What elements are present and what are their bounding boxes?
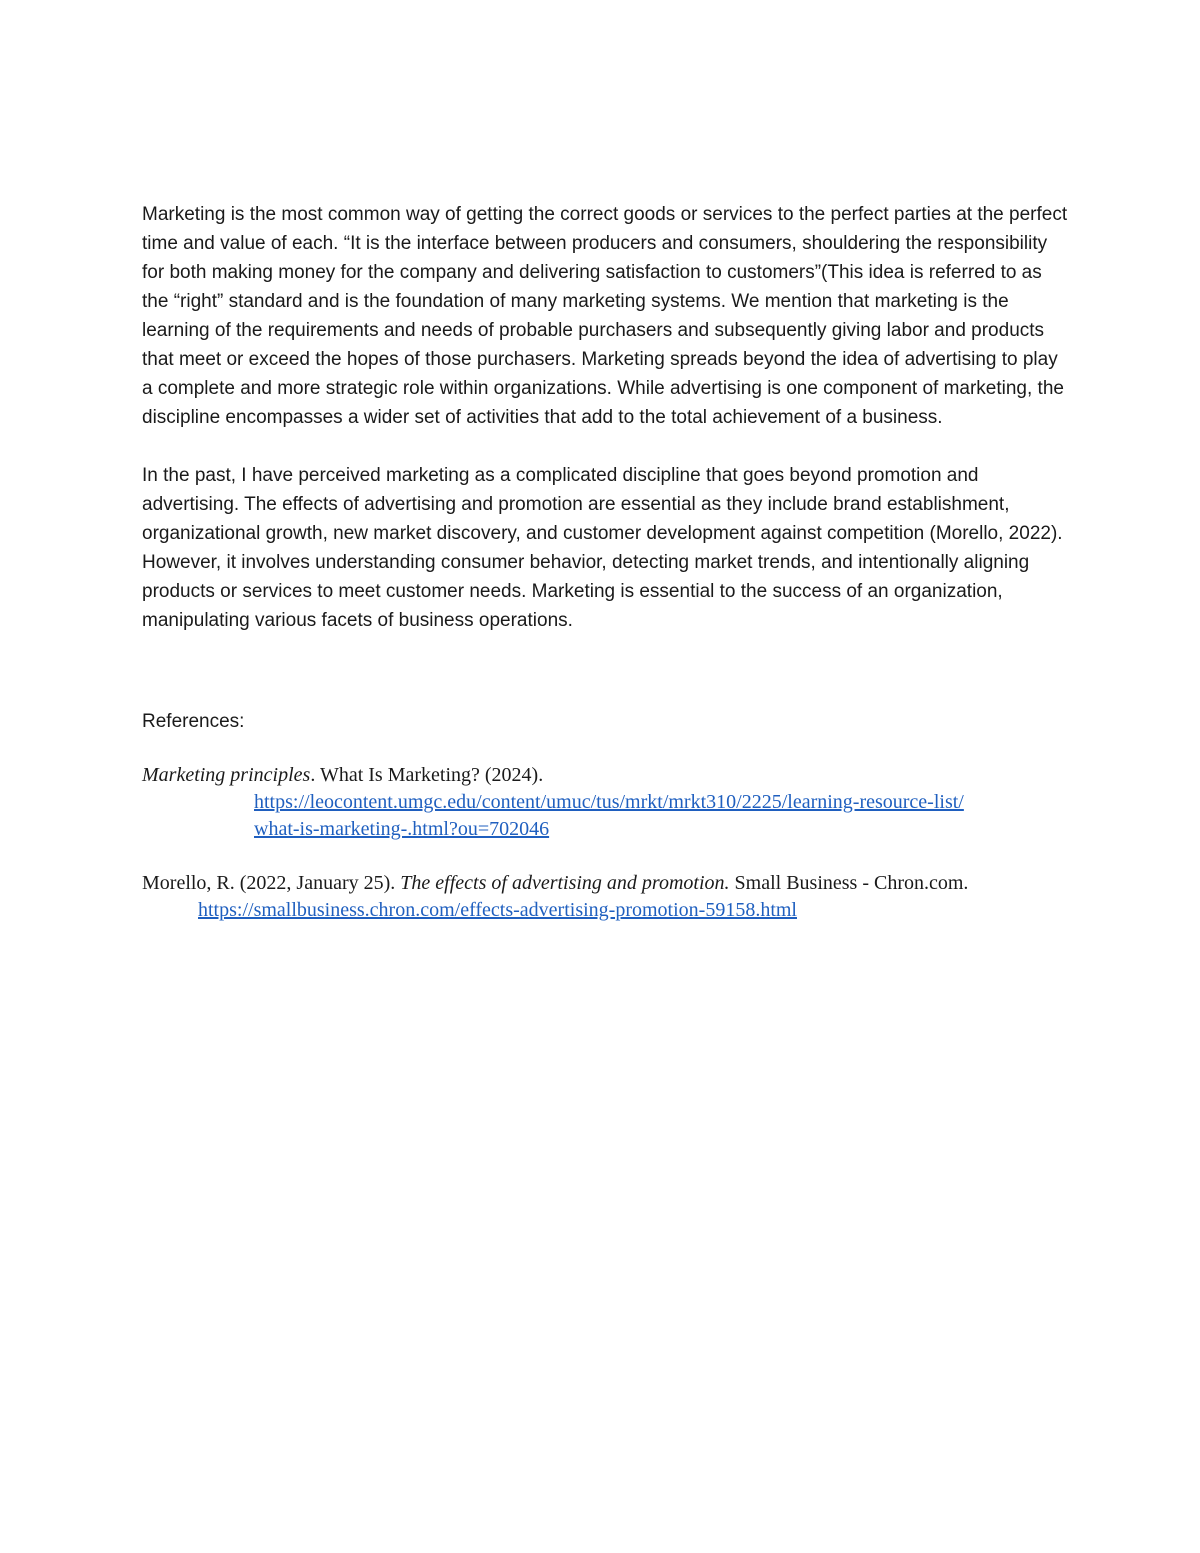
- reference-source: . What Is Marketing? (2024).: [310, 764, 544, 786]
- reference-link[interactable]: https://leocontent.umgc.edu/content/umuc/tus/mrkt/mrkt310/2225/learning-resource-list/: [254, 791, 964, 813]
- body-paragraph: In the past, I have perceived marketing as a complicated discipline that goes beyond promotion and advertising. The effects of advertising and promotion are essential as they include brand establishment, organizational growth, new market discovery, and customer development against competition (Morello, 2022). However, it involves understanding consumer behavior, detecting market trends, and intentionally aligning products or services to meet customer needs. Marketing is essential to the success of an organization, manipulating various facets of business operations.: [142, 465, 1063, 631]
- reference-title: Marketing principles: [142, 764, 311, 786]
- reference-entry: [142, 870, 1072, 924]
- body-paragraph: Marketing is the most common way of getting the correct goods or services to the perfect parties at the perfect time and value of each. “It is the interface between producers and consumers, shouldering the responsibility for both making money for the company and delivering satisfaction to customers”(This idea is referred to as the “right” standard and is the foundation of many marketing systems. We mention that marketing is the learning of the requirements and needs of probable purchasers and subsequently giving labor and products that meet or exceed the hopes of those purchasers. Marketing spreads beyond the idea of advertising to play a complete and more strategic role within organizations. While advertising is one component of marketing, the discipline encompasses a wider set of activities that add to the total achievement of a business.: [142, 204, 1068, 428]
- reference-author-date: Morello, R. (2022, January 25).: [142, 872, 401, 894]
- reference-link[interactable]: https://smallbusiness.chron.com/effects-advertising-promotion-59158.html: [198, 899, 797, 921]
- document-body: [142, 200, 1072, 924]
- reference-title: The effects of advertising and promotion.: [400, 872, 730, 894]
- reference-entry: [142, 762, 1072, 843]
- reference-list: [142, 762, 1072, 924]
- reference-link[interactable]: what-is-marketing-.html?ou=702046: [254, 818, 550, 840]
- reference-publisher: Small Business - Chron.com.: [729, 872, 969, 894]
- references-heading: References:: [142, 711, 245, 732]
